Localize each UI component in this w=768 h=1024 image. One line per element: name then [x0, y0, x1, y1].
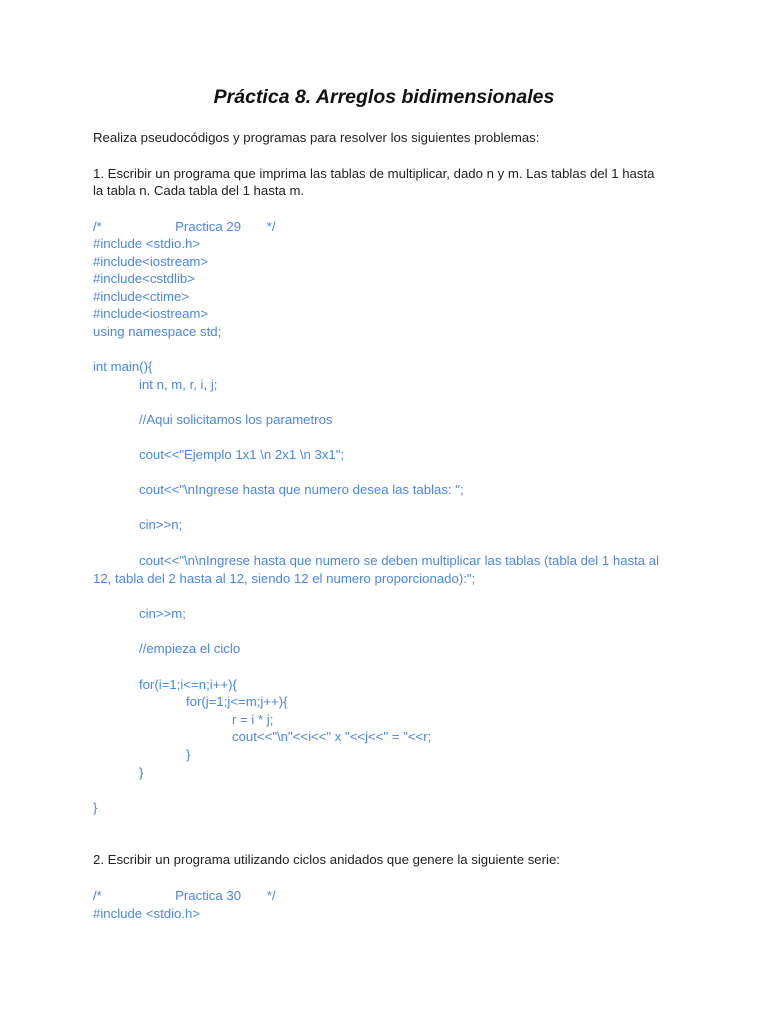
code-cout-result: cout<<"\n"<<i<<" x "<<j<<" = "<<r;: [232, 729, 432, 744]
code-comment-practica-30: /* Practica 30 */: [93, 888, 276, 903]
code-comment-params: //Aqui solicitamos los parametros: [139, 412, 333, 427]
code-using-namespace: using namespace std;: [93, 324, 222, 339]
code-include-ctime: #include<ctime>: [93, 289, 190, 304]
code-main-open: int main(){: [93, 359, 153, 374]
problem-1-line-1: 1. Escribir un programa que imprima las tablas de multiplicar, dado n y m. Las tablas del 1 hasta: [93, 166, 655, 181]
code-include-stdio-2: #include <stdio.h>: [93, 906, 201, 921]
code-for-j: for(j=1;j<=m;j++){: [186, 694, 288, 709]
page-title: Práctica 8. Arreglos bidimensionales: [213, 86, 555, 108]
code-comment-practica-29: /* Practica 29 */: [93, 219, 276, 234]
code-include-iostream-2: #include<iostream>: [93, 306, 209, 321]
code-close-main: }: [93, 800, 98, 815]
code-cout-example: cout<<"Ejemplo 1x1 \n 2x1 \n 3x1";: [139, 447, 345, 462]
code-assign-r: r = i * j;: [232, 712, 274, 727]
intro-text: Realiza pseudocódigos y programas para resolver los siguientes problemas:: [93, 130, 540, 145]
code-cout-multiplicar-line-1: cout<<"\n\nIngrese hasta que numero se deben multiplicar las tablas (tabla del 1 hasta al: [139, 553, 660, 568]
code-cout-multiplicar-line-2: 12, tabla del 2 hasta al 12, siendo 12 el numero proporcionado):";: [93, 571, 476, 586]
code-close-inner-for: }: [186, 747, 191, 762]
problem-2-text: 2. Escribir un programa utilizando ciclos anidados que genere la siguiente serie:: [93, 852, 560, 867]
code-comment-ciclo: //empieza el ciclo: [139, 641, 241, 656]
problem-1-line-2: la tabla n. Cada tabla del 1 hasta m.: [93, 183, 305, 198]
code-for-i: for(i=1;i<=n;i++){: [139, 677, 237, 692]
code-declarations: int n, m, r, i, j;: [139, 377, 218, 392]
code-cin-m: cin>>m;: [139, 606, 186, 621]
code-include-iostream: #include<iostream>: [93, 254, 209, 269]
code-include-stdio: #include <stdio.h>: [93, 236, 201, 251]
code-cout-ingrese: cout<<"\nIngrese hasta que numero desea las tablas: ";: [139, 482, 464, 497]
code-include-cstdlib: #include<cstdlib>: [93, 271, 195, 286]
code-close-outer-for: }: [139, 765, 144, 780]
code-cin-n: cin>>n;: [139, 517, 183, 532]
